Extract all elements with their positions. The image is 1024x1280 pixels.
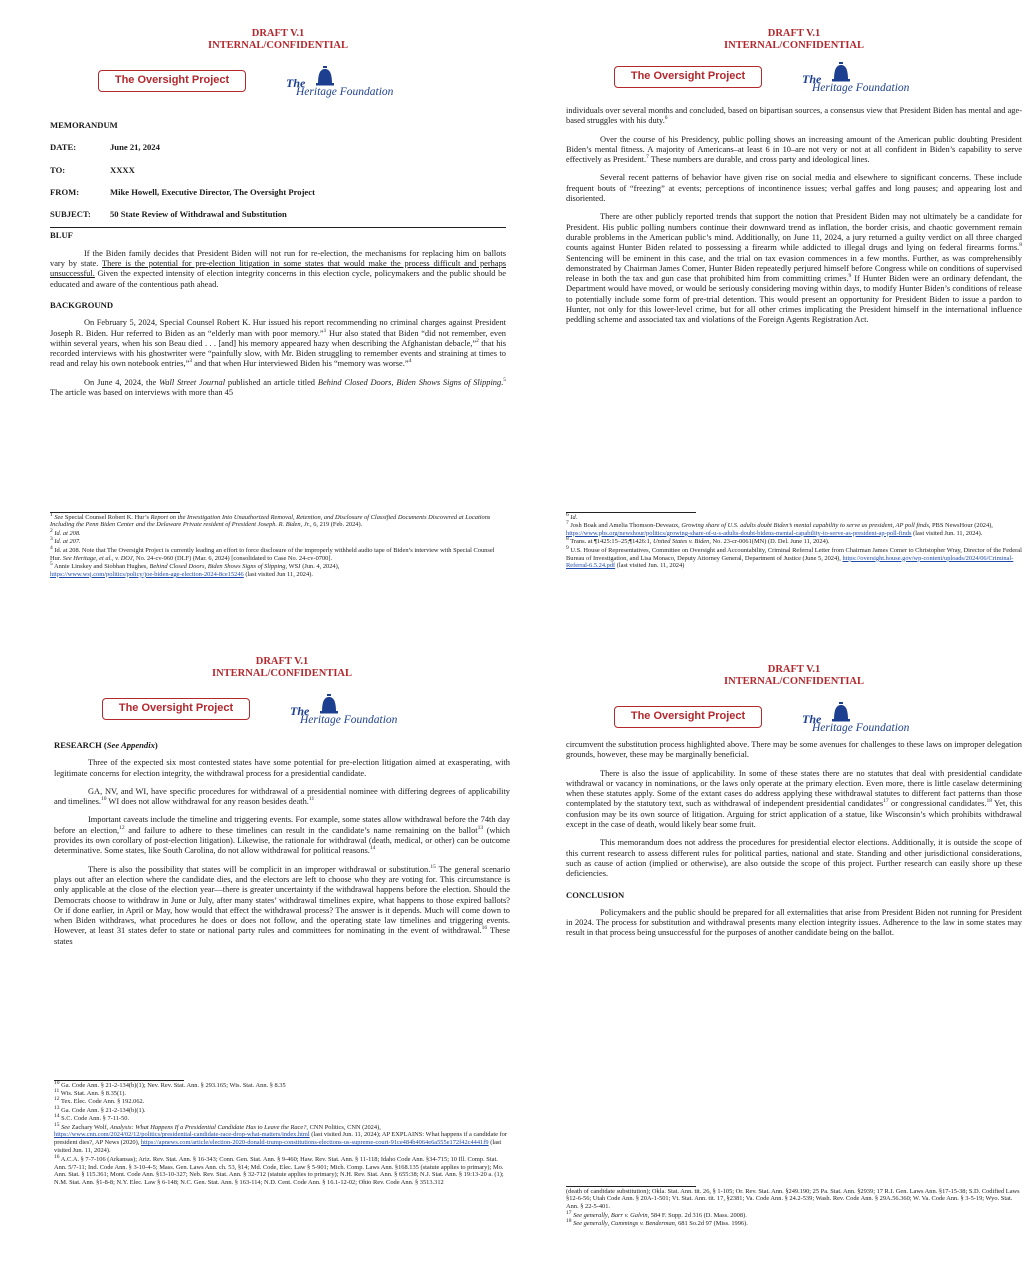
heritage-foundation-logo — [290, 694, 420, 730]
page-2-footnotes — [566, 512, 1022, 571]
draft-header — [54, 656, 510, 680]
page-3-paragraph-2: GA, NV, and WI, have specific procedures for withdrawal of a presidential nominee with differing degrees of applicability and timelines.$^{10}$ WI does not allow withdrawal for any reason besides death.$^{11}$ — [54, 786, 510, 807]
memo-subject-row — [50, 209, 506, 219]
page-2-paragraph-1: individuals over several months and concluded, based on bipartisan sources, a consensus view that President Biden has mental and age-based struggles with his duty.$^6$ — [566, 106, 1022, 126]
footnote-17: $^{17}$ See generally, Barr v. Galvin, 584 F. Supp. 2d 316 (D. Mass. 2008). — [566, 1209, 747, 1219]
draft-label: DRAFT V.1 — [767, 28, 821, 39]
footnote-18: $^{18}$ See generally, Cummings v. Benderman, 681 So.2d 97 (Miss. 1996). — [566, 1218, 748, 1228]
heritage-the-text: The — [290, 704, 310, 718]
oversight-house-link[interactable]: https://oversight.house.gov/wp-content/uploads/2024/06/Criminal-Referral-6.5.24.pdf — [566, 554, 1014, 570]
date-label: DATE: — [50, 142, 77, 153]
to-label: TO: — [50, 164, 66, 175]
logo-bar — [54, 694, 510, 730]
page-4-body — [566, 740, 1022, 939]
footnote-12: $^{12}$ Tex. Elec. Code Ann. § 192.062. — [54, 1096, 145, 1106]
memo-from-row — [50, 187, 506, 197]
page-3-body — [54, 740, 510, 947]
memo-title: MEMORANDUM — [50, 120, 118, 130]
bluf-heading: BLUF — [50, 230, 73, 241]
footnote-10: $^{10}$ Ga. Code Ann. § 21-2-134(b)(1); Nev. Rev. Stat. Ann. § 293.165; Wis. Stat. Ann. § 8.35 — [54, 1079, 286, 1089]
heritage-name-text: Heritage Foundation — [812, 82, 910, 94]
page-2-body — [566, 106, 1022, 326]
footnote-8: $^8$ Trans. at ¶1425:15–25;¶1426:1, United States v. Biden, No. 23-cr-0061(MN) (D. Del. June 11, 2024). — [566, 536, 830, 546]
page-2-paragraph-3: Several recent patterns of behavior have given rise on social media and elsewhere to significant concerns. These include frequent bouts of “freezing” at events; perceptions of incontinence issues; verbal gaffes and long pauses; and appearing lost and disoriented. — [566, 173, 1022, 204]
footnote-11: $^{11}$ Wis. Stat. Ann. § 8.35(1). — [54, 1087, 127, 1097]
bluf-paragraph: If the Biden family decides that President Biden will not run for re-election, the mechanisms for replacing him on ballots vary by state. There is the potential for pre-election litigation in some states that would make the process difficult and perhaps unsuccessful. Given the expected intensity of election integrity concerns in this election cycle, policymakers and the public should be educated and aware of the contentious path ahead. — [50, 248, 506, 289]
memo-date-row — [50, 142, 506, 152]
draft-header — [50, 28, 506, 52]
page-4-paragraph-1: circumvent the substitution process highlighted above. There may be some avenues for challenges to these laws on improper delegation grounds, however, these may be marginally beneficial. — [566, 740, 1022, 760]
oversight-project-logo: The Oversight Project — [614, 706, 762, 728]
heritage-name-text: Heritage Foundation — [296, 86, 394, 98]
heritage-name-text: Heritage Foundation — [300, 714, 398, 726]
confidential-label: INTERNAL/CONFIDENTIAL — [207, 40, 349, 51]
page-2-paragraph-2: Over the course of his Presidency, public polling shows an increasing amount of the American public doubting President Biden’s mental fitness. A majority of Americans–at least 6 in 10–are not very or not at all confident in Biden’s capability to serve effectively as President.$^7$ These numbers are durable, and cross party and ideological lines. — [566, 134, 1022, 165]
page-4-paragraph-4: Policymakers and the public should be prepared for all externalities that arise from President Biden not running for President in 2024. The process for substitution and withdrawal presents many election integrity issues. Adherence to the law in some states may result in that process being unsuccessful for the purposes of another candidate being on the ballot. — [566, 907, 1022, 938]
liberty-bell-icon — [830, 62, 852, 82]
heritage-the-text: The — [286, 76, 306, 90]
footnote-15: $^{15}$ See Zachary Wolf, Analysis: What Happens If a Presidential Candidate Has to Leave the Race?, CNN Politics, CNN (2024), https://www.cnn.com/2024/02/12/politics/presidential-candidate-race-drop-what-matters/index.html (last visited Jun. 11, 2024); AP EXPLAINS: What happens if a candidate for president dies?, AP News (2020), https://apnews.com/article/election-2020-donald-trump-constitutions-elections-us-supreme-court-91ce484b4064e6a555e172f42c4441f9 (last visited Jun. 11, 2024). — [54, 1121, 507, 1155]
confidential-label: INTERNAL/CONFIDENTIAL — [723, 676, 865, 687]
footnote-5: $^5$ Annie Linskey and Siobhan Hughes, Behind Closed Doors, Biden Shows Signs of Slipping, WSJ (Jun. 4, 2024), https://www.wsj.com/politics/policy/joe-biden-age-election-2024-8ce15246 (last visited Jun 11, 2024). — [50, 560, 340, 578]
header-divider — [50, 227, 506, 228]
heritage-name-text: Heritage Foundation — [812, 722, 910, 734]
page-3-footnotes — [54, 1080, 510, 1188]
oversight-project-logo: The Oversight Project — [614, 66, 762, 88]
heritage-foundation-logo — [286, 66, 416, 102]
footnote-13: $^{13}$ Ga. Code Ann. § 21-2-134(b)(1). — [54, 1104, 146, 1114]
from-label: FROM: — [50, 186, 80, 197]
draft-header — [566, 28, 1022, 52]
heritage-foundation-logo — [802, 62, 932, 98]
logo-bar — [566, 702, 1022, 738]
footnote-14: $^{14}$ S.C. Code Ann. § 7-11-50. — [54, 1113, 130, 1123]
draft-header — [566, 664, 1022, 688]
from-value: Mike Howell, Executive Director, The Oversight Project — [110, 186, 315, 197]
research-heading: RESEARCH (See Appendix) — [54, 740, 158, 750]
confidential-label: INTERNAL/CONFIDENTIAL — [211, 668, 353, 679]
footnote-1: $^1$ See Special Counsel Robert K. Hur’s Report on the Investigation Into Unauthorized Removal, Retention, and Disclosure of Classified Documents Discovered at Locations Including the Penn Biden Center and the Delaware Private resident of President Joseph. R. Biden, Jr., 6, 219 (Feb. 2024). — [50, 511, 491, 529]
liberty-bell-icon — [830, 702, 852, 722]
page-4-paragraph-3: This memorandum does not address the procedures for presidential elector elections. Additionally, it is outside the scope of this current research to assess different rules for political parties, national and state. Standing and other jurisdictional considerations, such as cause of action (implied or otherwise), are also outside the scope of this project. Further research can easily shore up these deficiencies. — [566, 838, 1022, 879]
oversight-project-logo: The Oversight Project — [102, 698, 250, 720]
footnote-6: $^6$ Id. — [566, 511, 578, 521]
liberty-bell-icon — [314, 66, 336, 86]
wsj-link[interactable]: https://www.wsj.com/politics/policy/joe-biden-age-election-2024-8ce15246 — [50, 570, 244, 578]
footnote-2: $^2$ Id. at 208. — [50, 527, 81, 537]
logo-bar — [566, 62, 1022, 98]
footnote-7: $^7$ Josh Boak and Amelia Thomson-Deveaux, Growing share of U.S. adults doubt Biden’s mental capability to serve as president, AP poll finds, PBS NewsHour (2024), https://www.pbs.org/newshour/politics/growing-share-of-u-s-adults-doubt-bidens-mental-capability-to-serve-as-president-ap-poll-finds (last visited Jun. 11, 2024). — [566, 519, 993, 537]
page-3-paragraph-1: Three of the expected six most contested states have some potential for pre-election litigation aimed at exasperating, with legitimate concerns for election integrity, the withdrawal process for a presidential candidate. — [54, 758, 510, 778]
subject-value: 50 State Review of Withdrawal and Substitution — [110, 209, 287, 220]
memo-page-3 — [54, 656, 510, 1266]
footnote-4: $^4$ Id. at 208. Note that The Oversight Project is currently leading an effort to force disclosure of the improperly withheld audio tape of Biden’s interview with Special Counsel Hur. See Heritage, et al., v. DOJ, No. 24-cv-960 (DLF) (Mar. 6, 2024) [consolidated to Case No. 24-cv-0700]. — [50, 544, 495, 562]
page-1-body — [50, 120, 506, 398]
page-2-paragraph-4: There are other publicly reported trends that support the notion that President Biden may not ultimately be a candidate for President. His public polling numbers continue their downward trend as inflation, the border crisis, and chaotic government remain durable problems in the American public’s mind. Additionally, on June 11, 2024, a jury returned a guilty verdict on all three charged counts against Hunter Biden related to possessing a firearm while addicted to illegal drugs and lying on federal firearms forms.$^8$ Sentencing will be eminent in this case, and the trial on tax evasion commences in a few months. Further, as was comprehensibly demonstrated by Chairman James Comer, Hunter Biden repeatedly perjured himself before Congress while on conditions of supervised release in both the tax and gun case that prohibited him from committing crimes.$^9$ If Hunter Biden were an ordinary defendant, the Department would have moved, or would be seriously considering moving within days, to modify Hunter Biden’s conditions of release to potentially include some form of pre-trial detention. This would present an opportunity for President Biden to issue a pardon to Hunter, not only for this lower-level crime, but for all other crimes implicating the President himself in the international influence peddling scheme and associated tax and violations of the Foreign Agents Registration Act. — [566, 212, 1022, 325]
background-paragraph-2: On June 4, 2024, the Wall Street Journal published an article titled Behind Closed Doors, Biden Shows Signs of Slipping.$^5$ The article was based on interviews with more than 45 — [50, 376, 506, 398]
footnote-16: $^{16}$ A.C.A. § 7-7-106 (Arkansas); Ariz. Rev. Stat. Ann. § 16-343; Conn. Gen. Stat. Ann. § 9-460; Haw. Rev. Stat. Ann. § 11-118; Idaho Code Ann. §34-715; 10 Ill. Comp. Stat. Ann. 5/7-11; Ind. Code Ann. § 3-10-4-5; Mass. Gen. Laws Ann. ch. 53, §14; Md. Code, Elec. Law § 5-901; Mich. Comp. Laws Ann. §168.135 (statute applies to primary); Mo. Ann. Stat. § 115.361; Mont. Code Ann. §13-10-327; Neb. Rev. Stat. Ann. § 32-712 (statute applies to primary); N.H. Rev. Stat. Ann. § 655:38; N.J. Stat. Ann. § 19:13-20 a. (1); N.M. Stat. Ann. §1-8-8; N.Y. Elec. Law § 6-148; N.C. Gen. Stat. Ann. § 163-114; N.D. Cent. Code Ann. § 16.1-12-02; Ohio Rev. Code Ann. § 3513.312 — [54, 1153, 504, 1187]
memo-page-1 — [50, 28, 506, 638]
confidential-label: INTERNAL/CONFIDENTIAL — [723, 40, 865, 51]
memo-page-2 — [566, 28, 1022, 638]
page-4-footnotes — [566, 1186, 1022, 1229]
memo-page-4 — [566, 664, 1022, 1274]
memo-to-row — [50, 165, 506, 175]
background-heading: BACKGROUND — [50, 299, 114, 310]
footnote-16-continued: (death of candidate substitution); Okla. Stat. Ann. tit. 26, § 1-105; Or. Rev. Stat. Ann. §249.190; 25 Pa. Stat. Ann. §2939; 17 R.I. Gen. Laws Ann. §17-15-38; S.D. Codified Laws §12-6-56; Utah Code Ann. § 20A-1-501; Vt. Stat. Ann. tit. 17, §2381; Va. Code Ann. § 24.2-539; Wash. Rev. Code Ann. § 29A.56.360; W. Va. Code Ann. § 3-5-19; Wyo. Stat. Ann. § 22-5-401. — [566, 1187, 1020, 1211]
page-1-footnotes — [50, 512, 506, 579]
footnote-9: $^9$ U.S. House of Representatives, Committee on Oversight and Accountability, Criminal Referral Letter from Chairman James Comer to Christopher Wray, Director of the Federal Bureau of Investigation, and Lisa Monaco, Deputy Attorney General, Department of Justice (June 5, 2024), https://oversight.house.gov/wp-content/uploads/2024/06/Criminal-Referral-6.5.24.pdf (last visited Jun. 11, 2024) — [566, 544, 1022, 570]
to-value: XXXX — [110, 164, 135, 175]
oversight-project-logo: The Oversight Project — [98, 70, 246, 92]
cnn-link[interactable]: https://www.cnn.com/2024/02/12/politics/presidential-candidate-race-drop-what-matters/index.html — [54, 1131, 310, 1139]
draft-label: DRAFT V.1 — [255, 656, 309, 667]
pbs-link[interactable]: https://www.pbs.org/newshour/politics/growing-share-of-u-s-adults-doubt-bidens-mental-capability-to-serve-as-president-ap-poll-finds — [566, 529, 912, 537]
apnews-link[interactable]: https://apnews.com/article/election-2020-donald-trump-constitutions-elections-us-supreme-court-91ce484b4064e6a555e172f42c4441f9 — [140, 1139, 489, 1147]
draft-label: DRAFT V.1 — [767, 664, 821, 675]
heritage-foundation-logo — [802, 702, 932, 738]
liberty-bell-icon — [318, 694, 340, 714]
subject-label: SUBJECT: — [50, 209, 91, 220]
footnote-3: $^3$ Id. at 207. — [50, 536, 81, 546]
page-3-paragraph-3: Important caveats include the timeline and triggering events. For example, some states allow withdrawal before the 74th day before an election,$^{12}$ and failure to adhere to these timelines can result in the candidate’s name remaining on the ballot$^{13}$ (which provides its own corollary of post-election litigation). Likewise, the rationale for withdrawal (death, medical, or other) can be outcome determinative. Some states, like South Carolina, do not allow withdrawal for political reasons.$^{14}$ — [54, 815, 510, 856]
page-3-paragraph-4: There is also the possibility that states will be complicit in an improper withdrawal or substitution.$^{15}$ The general scenario plays out after an election where the candidate dies, and the electors are left to choose who they are voting for. This circumstance is only applicable at the close of the election year—there is greater uncertainty if the withdrawal happens before the election. Should the Democrats choose to withdraw in June or July, after many states’ withdrawal timelines expire, what happens to those expired ballots? Or if done earlier, in April or May, how would that effect the withdrawal process? The answer is it depends. Much will come down to when Biden withdraws, what procedures he does or does not follow, and the operating state law timelines and triggering events. However, at least 31 states defer to state or national party rules and committees for nominating in the event of withdrawal.$^{16}$ These states — [54, 863, 510, 946]
page-4-paragraph-2: There is also the issue of applicability. In some of these states there are no statutes that deal with presidential candidate withdrawal or vacancy in nominations, or the laws only operate at the primary election. Even more, there is little caselaw determining when these statutes apply. Some of the extant cases do address applying these withdrawal statutes to different fact patterns than those contemplated by the statutory text, such as withdrawal of independent presidential candidates$^{17}$ or congressional candidates.$^{18}$ Yet, this confusion may be its own source of litigation. Arguing for strict application of a statue, like Wisconsin’s which prohibits withdrawal except in the case of death, would likely bear some fruit. — [566, 768, 1022, 830]
heritage-the-text: The — [802, 72, 822, 86]
draft-label: DRAFT V.1 — [251, 28, 305, 39]
heritage-the-text: The — [802, 712, 822, 726]
logo-bar — [50, 66, 506, 102]
date-value: June 21, 2024 — [110, 142, 160, 153]
background-paragraph-1: On February 5, 2024, Special Counsel Robert K. Hur issued his report recommending no criminal charges against President Joseph R. Biden. Hur referred to Biden as an “elderly man with poor memory.”$^1$ Hur also stated that Biden “did not remember, even within several years, when his son Beau died . . . [and] his memory appeared hazy when describing the Afghanistan debacle,”$^2$ that his recorded interviews with his ghostwriter were “painfully slow, with Mr. Biden struggling to remember events and straining at times to read and relay his own notebook entries,”$^3$ and that when Hur interviewed Biden his “memory was worse.”$^4$ — [50, 318, 506, 369]
conclusion-heading: CONCLUSION — [566, 889, 625, 900]
